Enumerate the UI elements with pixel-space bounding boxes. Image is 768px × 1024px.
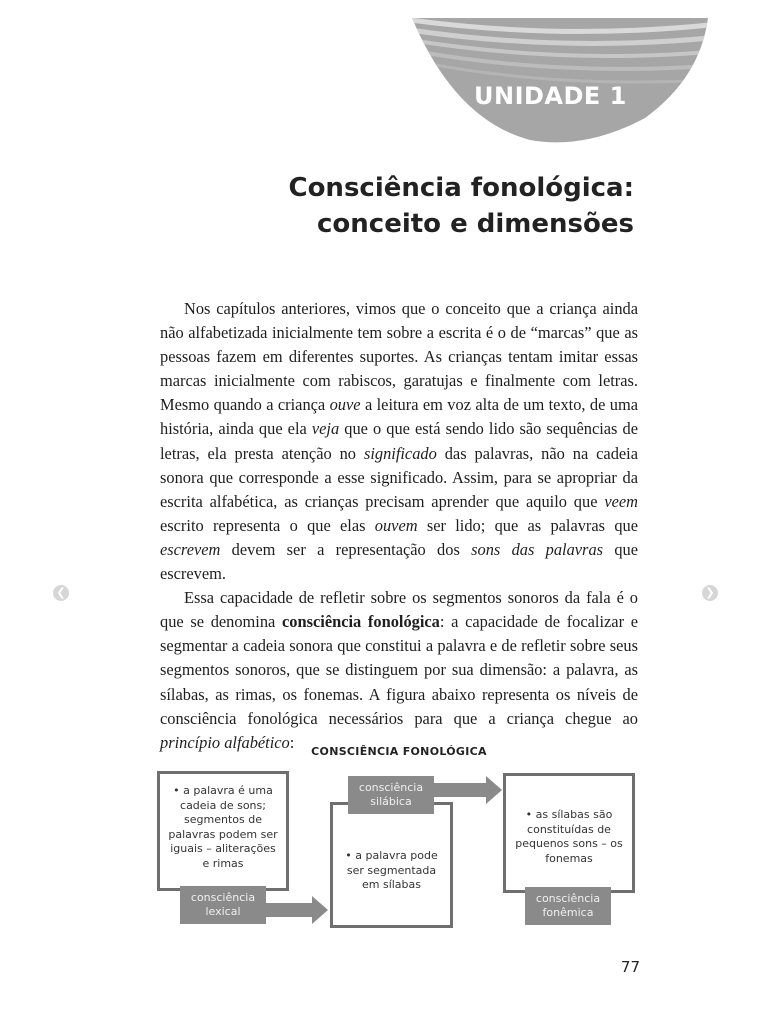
figure-title: CONSCIÊNCIA FONOLÓGICA	[311, 745, 487, 758]
unit-label: UNIDADE 1	[474, 82, 627, 110]
unit-banner	[410, 0, 710, 150]
chapter-title-line-2: conceito e dimensões	[317, 209, 634, 239]
box-fonemica: • as sílabas são constituídas de pequenos sons – os fonemas	[503, 773, 635, 893]
tag-consciencia-silabica: consciência silábica	[348, 776, 434, 814]
body-text	[160, 297, 638, 755]
box-silabica: • a palavra pode ser segmentada em sílabas	[330, 802, 453, 928]
paragraph-2: Essa capacidade de refletir sobre os segmentos sonoros da fala é o que se denomina consciência fonológica: a capacidade de focalizar e segmentar a cadeia sonora que constitui a palavra e de refletir sobre seus segmentos sonoros, que se distinguem por sua dimensão: a palavra, as sílabas, as rimas, os fonemas. A figura abaixo representa os níveis de consciência fonológica necessários para que a criança chegue ao princípio alfabético:	[160, 588, 639, 752]
paragraph-1: Nos capítulos anteriores, vimos que o conceito que a criança ainda não alfabetizada inicialmente tem sobre a escrita é o de “marcas” que as pessoas fazem em diferentes suportes. As crianças tentam imitar essas marcas inicialmente com rabiscos, garatujas e finalmente com letras. Mesmo quando a criança ouve a leitura em voz alta de um texto, de uma história, ainda que ela veja que o que está sendo lido são sequências de letras, ela presta atenção no significado das palavras, não na cadeia sonora que corresponde a esse significado. Assim, para se apropriar da escrita alfabética, as crianças precisam aprender que aquilo que veem escrito representa o que elas ouvem ser lido; que as palavras que escrevem devem ser a representação dos sons das palavras que escrevem.	[160, 299, 638, 584]
phonological-awareness-diagram	[150, 765, 650, 940]
page-number: 77	[620, 958, 640, 976]
tag-consciencia-lexical: consciência lexical	[180, 886, 266, 924]
chevron-left-icon[interactable]: ❮	[53, 585, 69, 601]
chevron-right-icon[interactable]: ❯	[702, 585, 718, 601]
box-lexical: • a palavra é uma cadeia de sons; segmentos de palavras podem ser iguais – aliterações e rimas	[157, 771, 289, 891]
chapter-title	[288, 170, 634, 242]
banner-stripes-graphic	[410, 0, 710, 150]
arrow-silabica-to-fonemica	[434, 776, 502, 804]
arrow-lexical-to-silabica	[266, 896, 328, 924]
tag-consciencia-fonemica: consciência fonêmica	[525, 887, 611, 925]
chapter-title-line-1: Consciência fonológica:	[288, 173, 634, 203]
